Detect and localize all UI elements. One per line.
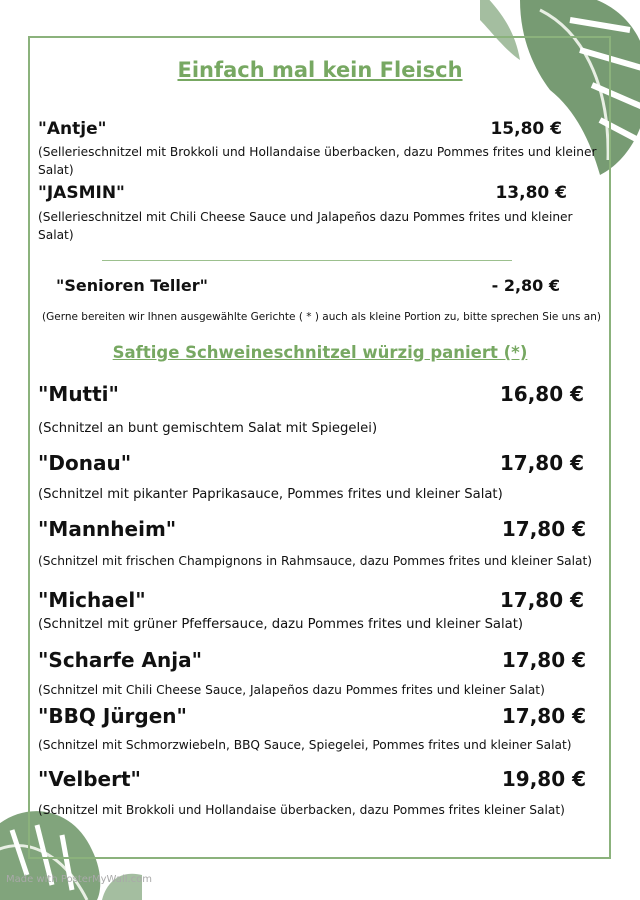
item-price: 17,80 € <box>501 517 586 541</box>
item-description: (Schnitzel mit frischen Champignons in Rahmsauce, dazu Pommes frites und kleiner Salat) <box>38 554 593 568</box>
item-price: 17,80 € <box>501 704 586 728</box>
item-name: "Mannheim" <box>38 517 177 541</box>
senior-plate-price: - 2,80 € <box>491 276 560 295</box>
item-name: "Michael" <box>38 588 146 612</box>
item-price: 16,80 € <box>499 382 584 406</box>
item-name: "BBQ Jürgen" <box>38 704 187 728</box>
item-name: "JASMIN" <box>38 183 125 203</box>
item-name: "Velbert" <box>38 767 141 791</box>
page-title: Einfach mal kein Fleisch <box>177 58 463 82</box>
item-price: 17,80 € <box>501 648 586 672</box>
item-price: 15,80 € <box>490 119 562 139</box>
item-description: (Schnitzel mit pikanter Paprikasauce, Pommes frites und kleiner Salat) <box>38 487 503 502</box>
item-name: "Mutti" <box>38 382 119 406</box>
item-price: 13,80 € <box>495 183 567 203</box>
item-description: (Schnitzel an bunt gemischtem Salat mit Spiegelei) <box>38 421 378 436</box>
portion-note: (Gerne bereiten wir Ihnen ausgewählte Gerichte ( * ) auch als kleine Portion zu, bitte sprechen Sie uns an) <box>42 311 601 323</box>
item-name: "Donau" <box>38 451 132 475</box>
item-price: 17,80 € <box>499 451 584 475</box>
divider <box>102 260 512 261</box>
item-description: (Sellerieschnitzel mit Chili Cheese Sauce und Jalapeños dazu Pommes frites und kleiner Salat) <box>38 210 573 242</box>
credit-watermark: Made with PosterMyWall.com <box>6 874 153 885</box>
item-description: (Sellerieschnitzel mit Brokkoli und Hollandaise überbacken, dazu Pommes frites und kleiner Salat) <box>38 145 597 177</box>
item-price: 19,80 € <box>501 767 586 791</box>
item-description: (Schnitzel mit Chili Cheese Sauce, Jalapeños dazu Pommes frites und kleiner Salat) <box>38 683 545 697</box>
item-name: "Scharfe Anja" <box>38 648 202 672</box>
senior-plate-name: "Senioren Teller" <box>56 276 208 295</box>
section-title: Saftige Schweineschnitzel würzig paniert (*) <box>112 343 528 362</box>
item-description: (Schnitzel mit grüner Pfeffersauce, dazu Pommes frites und kleiner Salat) <box>38 617 524 632</box>
item-description: (Schnitzel mit Schmorzwiebeln, BBQ Sauce, Spiegelei, Pommes frites und kleiner Salat) <box>38 738 572 752</box>
item-price: 17,80 € <box>499 588 584 612</box>
item-name: "Antje" <box>38 119 107 139</box>
item-description: (Schnitzel mit Brokkoli und Hollandaise überbacken, dazu Pommes frites kleiner Salat) <box>38 803 565 817</box>
